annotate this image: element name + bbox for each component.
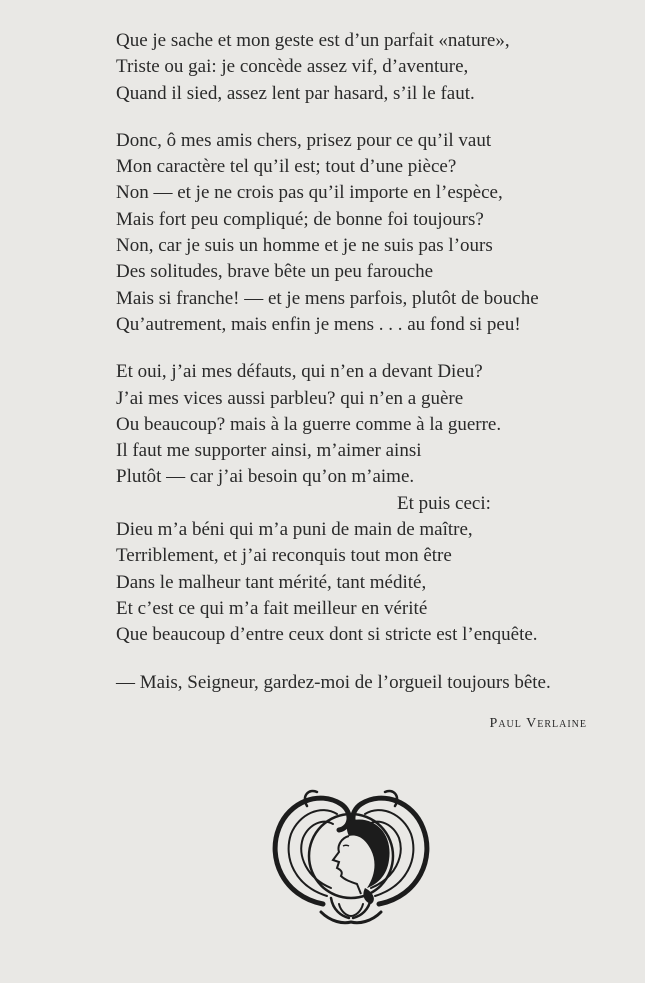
poem-line: Non, car je suis un homme et je ne suis pas l’ours xyxy=(116,235,493,257)
poem-line: Qu’autrement, mais enfin je mens . . . au fond si peu! xyxy=(116,313,521,335)
poem-line: Triste ou gai: je concède assez vif, d’aventure, xyxy=(116,56,469,78)
poem-line: Plutôt — car j’ai besoin qu’on m’aime. xyxy=(116,466,415,488)
poem-line: Non — et je ne crois pas qu’il importe en l’espèce, xyxy=(116,182,503,204)
poem-line: Et c’est ce qui m’a fait meilleur en vérité xyxy=(116,597,428,619)
woman-profile-art-nouveau-vignette-icon xyxy=(261,776,441,926)
poem-line: Ou beaucoup? mais à la guerre comme à la guerre. xyxy=(116,413,502,435)
author-signature: Paul Verlaine xyxy=(489,716,587,731)
poem-line-indented: Et puis ceci: xyxy=(397,492,491,514)
poem-line: Il faut me supporter ainsi, m’aimer ainsi xyxy=(116,440,422,462)
poem-line: Mais si franche! — et je mens parfois, plutôt de bouche xyxy=(116,287,539,309)
stanza-3 xyxy=(116,359,596,648)
poem-line: Quand il sied, assez lent par hasard, s’il le faut. xyxy=(116,82,475,104)
poem-line: Mon caractère tel qu’il est; tout d’une pièce? xyxy=(116,156,457,178)
stanza-1 xyxy=(116,28,596,107)
poem-line: Dans le malheur tant mérité, tant médité, xyxy=(116,571,427,593)
poem-line: Mais fort peu compliqué; de bonne foi toujours? xyxy=(116,208,484,230)
poem-line: Que beaucoup d’entre ceux dont si stricte est l’enquête. xyxy=(116,624,538,646)
poem-line: Des solitudes, brave bête un peu farouche xyxy=(116,261,434,283)
stanza-2 xyxy=(116,128,596,338)
poem-body xyxy=(116,28,596,696)
poem-line: Dieu m’a béni qui m’a puni de main de maître, xyxy=(116,519,473,541)
poem-line: Que je sache et mon geste est d’un parfait «nature», xyxy=(116,30,510,51)
poem-line: Donc, ô mes amis chers, prisez pour ce qu’il vaut xyxy=(116,129,492,151)
poem-line: Et oui, j’ai mes défauts, qui n’en a devant Dieu? xyxy=(116,361,483,383)
poem-line: Terriblement, et j’ai reconquis tout mon être xyxy=(116,545,452,567)
poem-final-line: — Mais, Seigneur, gardez-moi de l’orgueil toujours bête. xyxy=(116,671,551,693)
poem-line: J’ai mes vices aussi parbleu? qui n’en a guère xyxy=(116,387,464,409)
